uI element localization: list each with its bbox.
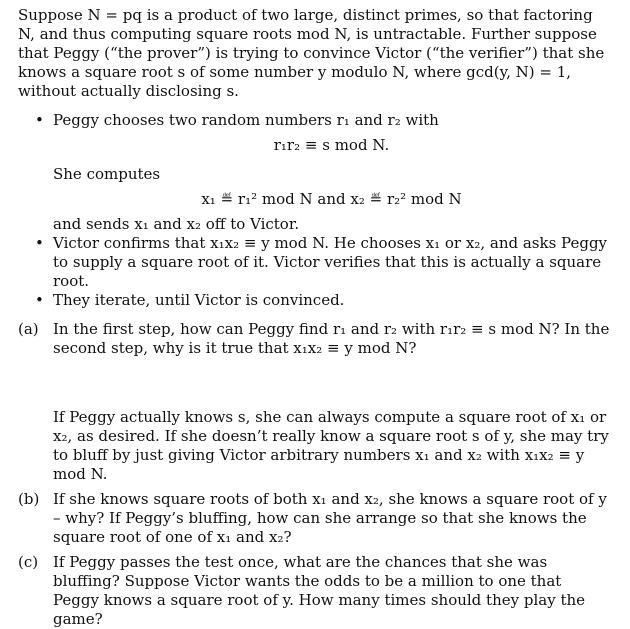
bullet-3 xyxy=(18,291,610,310)
bullet-1-text: Peggy chooses two random numbers r₁ and r₂ with xyxy=(53,111,439,129)
question-c-text: If Peggy passes the test once, what are the chances that she was bluffing? Suppose Victor wants the odds to be a million to one that Peggy knows a square root of y. How many times should they play the game? xyxy=(53,553,586,628)
definition-x1-x2: x₁ ≝ r₁² mod N and x₂ ≝ r₂² mod N xyxy=(201,190,462,208)
bullet-3-text: They iterate, until Victor is convinced. xyxy=(53,291,345,309)
bullet-1 xyxy=(18,111,610,234)
bluff-note: If Peggy actually knows s, she can always compute a square root of x₁ or x₂, as desired. If she doesn’t really know a square root s of y, she may try to bluff by just giving Victor arbitrary numbers x₁ and x₂ with x₁x₂ ≡ y mod N. xyxy=(53,408,609,483)
question-b xyxy=(18,490,610,547)
question-b-label: (b) xyxy=(18,490,40,508)
question-c-label: (c) xyxy=(18,553,39,571)
bullet-dot: • xyxy=(35,111,44,129)
question-c xyxy=(18,553,610,629)
question-b-text: If she knows square roots of both x₁ and x₂, she knows a square root of y – why? If Peggy’s bluffing, how can she arrange so that she knows the square root of one of x₁ and x₂? xyxy=(53,490,607,546)
bullet-2 xyxy=(18,234,610,291)
bullet-dot: • xyxy=(35,234,44,252)
bullet-dot: • xyxy=(35,291,44,309)
question-a xyxy=(18,320,610,358)
question-a-text: In the first step, how can Peggy find r₁ and r₂ with r₁r₂ ≡ s mod N? In the second step, why is it true that x₁x₂ ≡ y mod N? xyxy=(53,320,610,357)
she-computes-text: She computes xyxy=(53,165,161,183)
problem-page xyxy=(18,6,610,629)
intro-paragraph: Suppose N = pq is a product of two large, distinct primes, so that factoring N, and thus computing square roots mod N, is untractable. Further suppose that Peggy (“the prover”) is trying to convince Victor (“the verifier”) that she knows a square root s of some number y modulo N, where gcd(y, N) = 1, without actually disclosing s. xyxy=(18,6,605,100)
sends-text: and sends x₁ and x₂ off to Victor. xyxy=(53,215,300,233)
equation-r1r2: r₁r₂ ≡ s mod N. xyxy=(273,136,390,154)
question-a-label: (a) xyxy=(18,320,39,338)
bullet-2-text: Victor confirms that x₁x₂ ≡ y mod N. He chooses x₁ or x₂, and asks Peggy to supply a square root of it. Victor verifies that this is actually a square root. xyxy=(53,234,608,290)
